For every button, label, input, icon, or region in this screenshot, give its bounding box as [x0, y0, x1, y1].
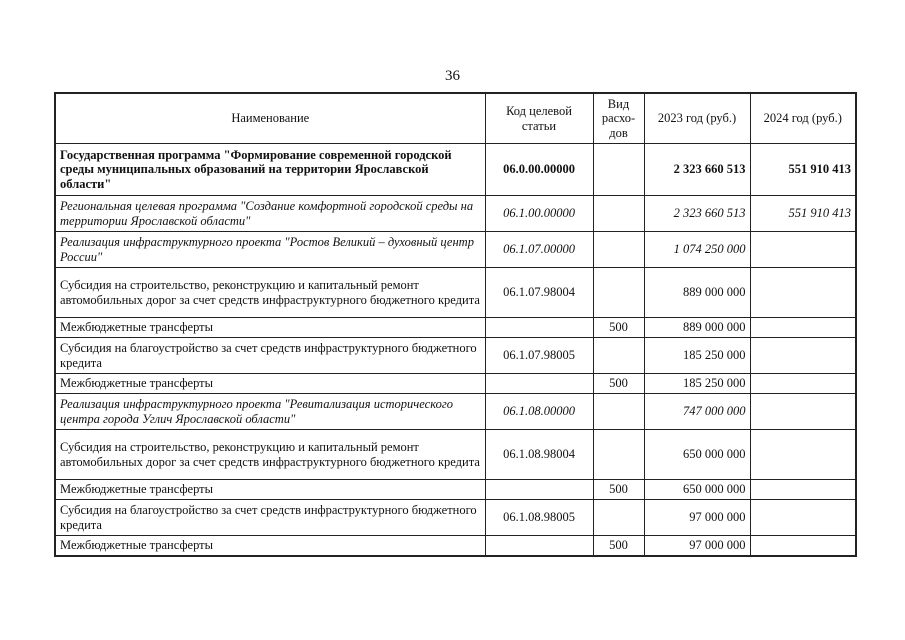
cell-code: 06.1.00.00000 — [485, 196, 593, 232]
table-row — [55, 196, 856, 232]
cell-code: 06.1.08.98004 — [485, 430, 593, 480]
cell-vid: 500 — [593, 318, 644, 338]
cell-y2024: 551 910 413 — [750, 196, 856, 232]
cell-name: Субсидия на строительство, реконструкцию и капитальный ремонт автомобильных дорог за счет средств инфраструктурного бюджетного кредита — [55, 430, 485, 480]
cell-vid — [593, 232, 644, 268]
cell-y2023: 889 000 000 — [644, 268, 750, 318]
cell-code: 06.1.07.00000 — [485, 232, 593, 268]
budget-table — [54, 92, 857, 557]
cell-code — [485, 374, 593, 394]
cell-vid: 500 — [593, 374, 644, 394]
cell-y2023: 2 323 660 513 — [644, 144, 750, 196]
cell-vid — [593, 500, 644, 536]
cell-y2023: 97 000 000 — [644, 500, 750, 536]
table-row — [55, 536, 856, 556]
cell-name: Региональная целевая программа "Создание комфортной городской среды на территории Ярославской области" — [55, 196, 485, 232]
cell-name: Субсидия на благоустройство за счет средств инфраструктурного бюджетного кредита — [55, 500, 485, 536]
table-row — [55, 338, 856, 374]
cell-vid: 500 — [593, 536, 644, 556]
cell-y2023: 889 000 000 — [644, 318, 750, 338]
cell-y2023: 97 000 000 — [644, 536, 750, 556]
header-2023: 2023 год (руб.) — [644, 93, 750, 144]
cell-vid — [593, 144, 644, 196]
cell-name: Субсидия на благоустройство за счет средств инфраструктурного бюджетного кредита — [55, 338, 485, 374]
cell-code: 06.1.07.98004 — [485, 268, 593, 318]
cell-code: 06.1.07.98005 — [485, 338, 593, 374]
table-row — [55, 268, 856, 318]
cell-y2023: 1 074 250 000 — [644, 232, 750, 268]
header-2024: 2024 год (руб.) — [750, 93, 856, 144]
cell-y2024 — [750, 318, 856, 338]
table-header-row — [55, 93, 856, 144]
cell-y2023: 2 323 660 513 — [644, 196, 750, 232]
cell-name: Реализация инфраструктурного проекта "Ростов Великий – духовный центр России" — [55, 232, 485, 268]
cell-y2024 — [750, 430, 856, 480]
cell-code — [485, 480, 593, 500]
cell-y2024: 551 910 413 — [750, 144, 856, 196]
cell-code: 06.1.08.98005 — [485, 500, 593, 536]
cell-vid — [593, 268, 644, 318]
cell-y2024 — [750, 394, 856, 430]
cell-y2024 — [750, 338, 856, 374]
cell-y2024 — [750, 500, 856, 536]
cell-y2024 — [750, 536, 856, 556]
cell-code — [485, 318, 593, 338]
cell-y2023: 650 000 000 — [644, 430, 750, 480]
header-code: Код целевой статьи — [485, 93, 593, 144]
cell-y2023: 185 250 000 — [644, 338, 750, 374]
header-vid: Вид расхо-дов — [593, 93, 644, 144]
cell-name: Субсидия на строительство, реконструкцию и капитальный ремонт автомобильных дорог за счет средств инфраструктурного бюджетного кредита — [55, 268, 485, 318]
cell-vid — [593, 196, 644, 232]
table-row — [55, 430, 856, 480]
cell-y2024 — [750, 268, 856, 318]
page-number: 36 — [445, 68, 460, 84]
cell-vid — [593, 430, 644, 480]
cell-name: Межбюджетные трансферты — [55, 318, 485, 338]
table-row — [55, 144, 856, 196]
cell-name: Реализация инфраструктурного проекта "Ревитализация исторического центра города Углич Ярославской области" — [55, 394, 485, 430]
table-row — [55, 318, 856, 338]
cell-vid — [593, 338, 644, 374]
cell-code: 06.1.08.00000 — [485, 394, 593, 430]
cell-y2023: 650 000 000 — [644, 480, 750, 500]
header-name: Наименование — [55, 93, 485, 144]
cell-code: 06.0.00.00000 — [485, 144, 593, 196]
cell-vid: 500 — [593, 480, 644, 500]
table-row — [55, 232, 856, 268]
cell-name: Государственная программа "Формирование современной городской среды муниципальных образований на территории Ярославской области" — [55, 144, 485, 196]
table-row — [55, 374, 856, 394]
cell-y2024 — [750, 374, 856, 394]
table-row — [55, 394, 856, 430]
cell-y2024 — [750, 232, 856, 268]
cell-y2023: 185 250 000 — [644, 374, 750, 394]
cell-name: Межбюджетные трансферты — [55, 480, 485, 500]
cell-code — [485, 536, 593, 556]
cell-name: Межбюджетные трансферты — [55, 374, 485, 394]
cell-y2024 — [750, 480, 856, 500]
table-row — [55, 480, 856, 500]
cell-name: Межбюджетные трансферты — [55, 536, 485, 556]
cell-y2023: 747 000 000 — [644, 394, 750, 430]
cell-vid — [593, 394, 644, 430]
table-row — [55, 500, 856, 536]
